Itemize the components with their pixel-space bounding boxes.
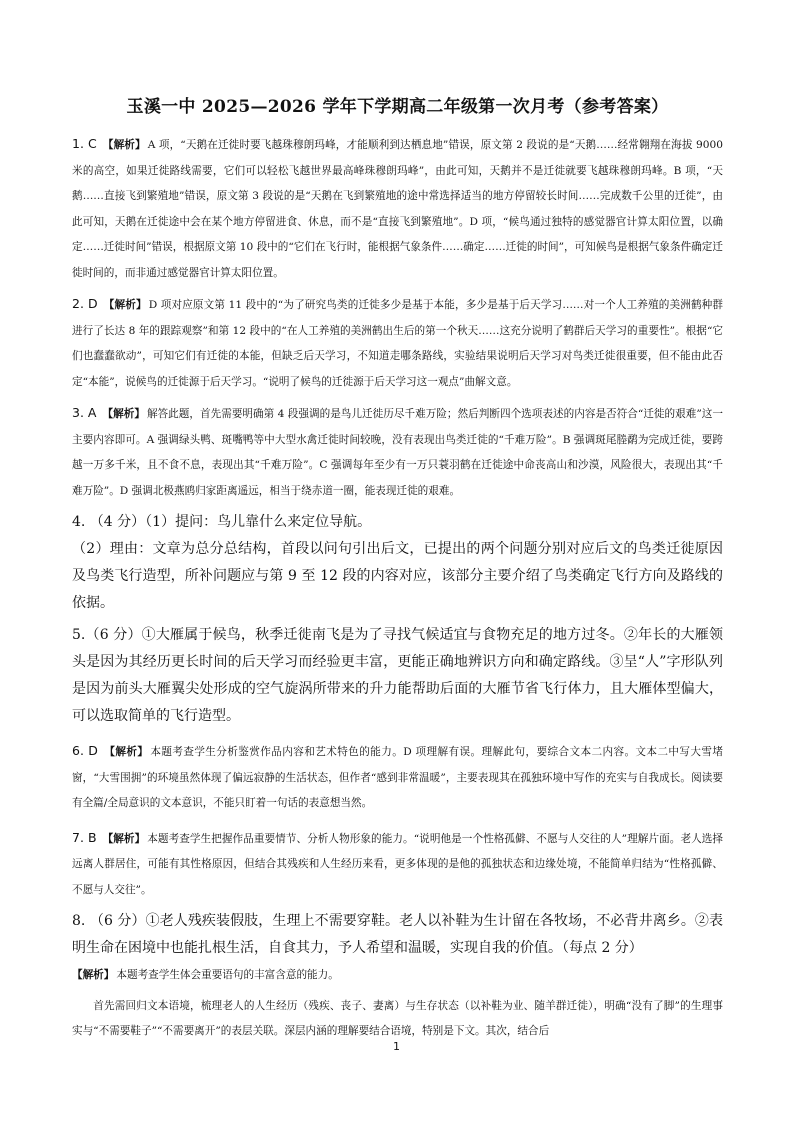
page-number: 1 xyxy=(393,1040,400,1053)
answer-4-line-1: 4. （4 分）（1）提问：鸟儿靠什么来定位导航。 xyxy=(72,514,372,530)
answer-2-number: 2. D xyxy=(72,296,98,311)
answer-item-3 xyxy=(72,400,723,504)
answer-1-tag: 【解析】 xyxy=(102,139,146,151)
answer-item-4 xyxy=(72,509,723,617)
answer-item-1 xyxy=(72,131,723,286)
answer-item-7 xyxy=(72,825,723,904)
answer-3-tag: 【解析】 xyxy=(102,408,145,420)
answer-1-number: 1. C xyxy=(72,136,97,151)
answer-7-number: 7. B xyxy=(72,829,97,845)
answer-5-text: 5.（6 分）①大雁属于候鸟，秋季迁徙南飞是为了寻找气候适宜与食物充足的地方过冬。②年长的大雁领头是因为其经历更长时间的后天学习而经验更丰富，更能正确地辨识方向和确定路线。③呈“人”字形队列是因为前头大雁翼尖处形成的空气旋涡所带来的升力能帮助后面的大雁节省飞行体力，且大雁体型偏大，可以选取简单的飞行造型。 xyxy=(72,627,723,724)
answer-6-tag: 【解析】 xyxy=(103,746,149,758)
answer-3-number: 3. A xyxy=(72,405,97,420)
answer-6-number: 6. D xyxy=(72,743,98,758)
answer-2-text: D 项对应原文第 11 段中的“为了研究鸟类的迁徙多少是基于本能，多少是基于后天学习……对一个人工养殖的美洲鹤种群进行了长达 8 年的跟踪观察”和第 12 段中的“在人工养殖的美洲鹤出生后的第一个秋天……这充分说明了鹤群后天学习的重要性”。根据“它们也蠢蠢欲动”，可知它们有迁徙的本能，但缺乏后天学习，不知道走哪条路线，实验结果说明后天学习对鸟类迁徙很重要，但不能由此否定“本能”，说候鸟的迁徙源于后天学习。“说明了候鸟的迁徙源于后天学习这一观点”曲解文意。 xyxy=(72,299,723,388)
answer-6-text: 本题考查学生分析鉴赏作品内容和艺术特色的能力。D 项理解有误。理解此句，要综合文本二内容。文本二中写大雪堵窗，“大雪围拥”的环境虽然体现了偏远寂静的生活状态，但作者“感到非常温暖”，主要表现其在孤独环境中写作的充实与自我成长。阅读要有全篇/全局意识的文本意识，不能只盯着一句话的表意想当然。 xyxy=(72,746,724,809)
answer-3-text: 解答此题，首先需要明确第 4 段强调的是鸟儿迁徙历尽千难万险；然后判断四个选项表述的内容是否符合“迁徙的艰难”这一主要内容即可。A 强调绿头鸭、斑嘴鸭等中大型水禽迁徙时间较晚，没有表现出鸟类迁徙的“千难万险”。B 强调斑尾塍鹬为完成迁徙，要跨越一万多千米，且不食不息，表现出其“千难万险”。C 强调每年至少有一万只蓑羽鹤在迁徙途中命丧高山和沙漠，风险很大，表现出其“千难万险”。D 强调北极燕鸥归家距离遥远，相当于绕赤道一圈，能表现迁徙的艰难。 xyxy=(72,408,724,497)
answer-item-8 xyxy=(72,908,723,962)
answer-8-analysis-tag: 【解析】 xyxy=(72,969,115,981)
page-title: 玉溪一中 2025—2026 学年下学期高二年级第一次月考（参考答案） xyxy=(126,97,669,117)
answer-8-body: 首先需回归文本语境，梳理老人的人生经历（残疾、丧子、妻离）与生存状态（以补鞋为业、随羊群迁徙），明确“没有了脚”的生理事实与“不需要鞋子”“不需要离开”的表层关联。深层内涵的理解要结合语境，特别是下文。其次，结合后 xyxy=(72,999,723,1037)
answer-8-analysis xyxy=(72,963,723,989)
answer-1-text: A 项，“天鹅在迁徙时要飞越珠穆朗玛峰，才能顺利到达栖息地”错误，原文第 2 段说的是“天鹅……经常翱翔在海拔 9000 米的高空，如果迁徙路线需要，它们可以轻松飞越世界最高峰珠穆朗玛峰”，由此可知，天鹅并不是迁徙就要飞越珠穆朗玛峰。B 项，“天鹅……直接飞到繁殖地”错误，原文第 3 段说的是“天鹅在飞到繁殖地的途中常选择适当的地方停留较长时间……完成数千公里的迁徙”，由此可知，天鹅在迁徙途中会在某个地方停留进食、休息，而不是“直接飞到繁殖地”。D 项，“候鸟通过独特的感觉器官计算太阳位置，以确定……迁徙时间”错误，根据原文第 10 段中的“它们在飞行时，能根据气象条件……确定……迁徙的时间”，可知候鸟是根据气象条件确定迁徙时间的，而非通过感觉器官计算太阳位置。 xyxy=(72,139,723,279)
answer-8-analysis-text: 本题考查学生体会重要语句的丰富含意的能力。 xyxy=(116,969,339,981)
answer-7-text: 本题考查学生把握作品重要情节、分析人物形象的能力。“说明他是一个性格孤僻、不愿与人交往的人”理解片面。老人选择远离人群居住，可能有其性格原因，但结合其残疾和人生经历来看，更多体现的是他的孤独状态和边缘处境，不能简单归结为“性格孤僻、不愿与人交往”。 xyxy=(72,832,724,896)
answer-4-line-2: （2）理由：文章为总分总结构，首段以问句引出后文，已提出的两个问题分别对应后文的鸟类迁徙原因及鸟类飞行造型，所补问题应与第 9 至 12 段的内容对应，该部分主要介绍了鸟类确定飞行方向及路线的依据。 xyxy=(72,541,723,611)
answer-7-tag: 【解析】 xyxy=(102,832,146,845)
answer-item-6 xyxy=(72,738,723,817)
answer-item-5 xyxy=(72,622,723,730)
answer-8-text: 8. （6 分）①老人残疾装假肢，生理上不需要穿鞋。老人以补鞋为生计留在各牧场，不必背井离乡。②表明生命在困境中也能扎根生活，自食其力，予人希望和温暖，实现自我的价值。（每点 2 分） xyxy=(72,913,723,956)
answer-2-tag: 【解析】 xyxy=(103,299,147,311)
answer-item-2 xyxy=(72,291,723,395)
